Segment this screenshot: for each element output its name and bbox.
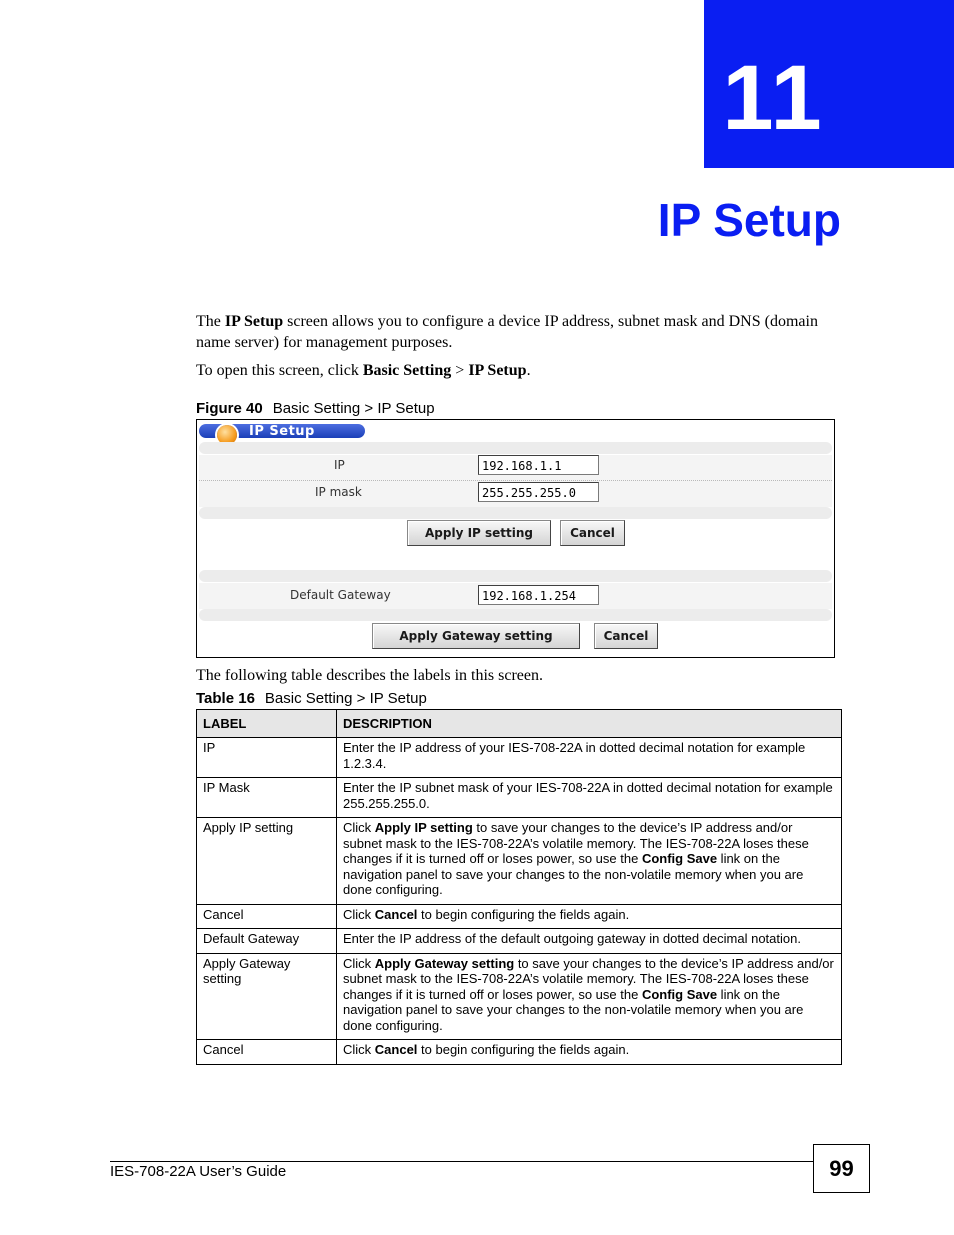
label-description-table — [196, 709, 842, 1065]
table-row — [197, 953, 842, 1040]
row-description — [337, 953, 842, 1040]
label-column-header: LABEL — [197, 710, 337, 738]
footer-guide-title: IES-708-22A User’s Guide — [110, 1163, 287, 1180]
intro-paragraph — [196, 311, 836, 353]
row-description — [337, 738, 842, 778]
row-label: Default Gateway — [197, 929, 337, 954]
bold-term: IP Setup — [224, 313, 284, 330]
following-text: The following table describes the labels in this screen. — [196, 667, 544, 684]
table-header-row — [197, 710, 842, 738]
description-column-header: DESCRIPTION — [337, 710, 842, 738]
bold-term: Config Save — [641, 986, 718, 1002]
row-label: IP — [197, 738, 337, 778]
table-row — [197, 904, 842, 929]
cancel-gateway-button[interactable]: Cancel — [594, 623, 658, 649]
bold-term: Apply IP setting — [374, 820, 473, 835]
text-run: Enter the IP subnet mask of your IES-708-22A in dotted decimal notation for example 255.255.255.0. — [343, 780, 833, 811]
cancel-button[interactable]: Cancel — [560, 520, 625, 546]
row-label: Apply IP setting — [197, 818, 337, 905]
table-caption-label: Table 16 — [196, 690, 255, 707]
row-description — [337, 778, 842, 818]
row-label: Apply Gateway setting — [197, 953, 337, 1040]
ip-setup-tab[interactable] — [199, 424, 365, 438]
text-run: to begin configuring the fields again. — [417, 906, 630, 922]
row-label: IP Mask — [197, 778, 337, 818]
text-run: Click — [343, 820, 375, 835]
ip-mask-input[interactable]: 255.255.255.0 — [478, 482, 599, 502]
text-run: Enter the IP address of your IES-708-22A in dotted decimal notation for example 1.2.3.4. — [343, 740, 806, 771]
chapter-title: IP Setup — [657, 194, 841, 246]
text-run: To open this screen, click — [196, 362, 363, 379]
text-run: Enter the IP address of the default outgoing gateway in dotted decimal notation. — [343, 931, 801, 946]
default-gateway-label: Default Gateway — [290, 588, 391, 602]
ip-setup-tab-label: IP Setup — [249, 424, 315, 439]
text-run: to begin configuring the fields again. — [417, 1042, 630, 1057]
chapter-number-box — [704, 0, 954, 168]
text-run: . — [526, 362, 531, 379]
apply-ip-setting-button[interactable]: Apply IP setting — [407, 520, 551, 546]
table-row — [197, 1040, 842, 1065]
apply-gateway-setting-button[interactable]: Apply Gateway setting — [372, 623, 580, 649]
header-band — [199, 442, 832, 454]
row-label: Cancel — [197, 904, 337, 929]
text-run: link on the navigation panel to save your changes to the non-volatile memory when you are done configuring. — [343, 851, 804, 897]
table-row — [197, 778, 842, 818]
table-caption-text: Basic Setting > IP Setup — [264, 690, 427, 707]
row-description — [337, 904, 842, 929]
bold-term: IP Setup — [468, 362, 527, 379]
chapter-number: 11 — [722, 47, 824, 149]
text-run: link on the navigation panel to save your changes to the non-volatile memory when you are done configuring. — [343, 986, 804, 1033]
row-description — [337, 1040, 842, 1065]
row-description — [337, 818, 842, 905]
bold-term: Apply Gateway setting — [374, 955, 515, 971]
table-row — [197, 818, 842, 905]
table-body — [197, 738, 842, 1065]
text-run: to save your changes to the device’s IP address and/or subnet mask to the IES-708-22A’s volatile memory. The IES-708-22A loses these changes if it is turned off or loses power, so use the — [343, 820, 809, 866]
figure-caption — [196, 400, 435, 418]
text-run: > — [451, 362, 469, 379]
ip-setup-screenshot — [196, 419, 835, 658]
text-run: Click — [343, 955, 375, 971]
table-row — [197, 738, 842, 778]
page-number: 99 — [813, 1144, 870, 1193]
ip-label: IP — [334, 458, 345, 472]
bold-term: Config Save — [641, 851, 718, 866]
bottom-band — [199, 609, 832, 621]
row-label: Cancel — [197, 1040, 337, 1065]
row-description — [337, 929, 842, 954]
open-screen-paragraph — [196, 360, 836, 381]
text-run: Click — [343, 906, 375, 922]
section-band — [199, 507, 832, 519]
text-run: screen allows you to configure a device IP address, subnet mask and DNS (domain name server) for management purposes. — [196, 313, 818, 351]
text-run: The — [196, 313, 225, 330]
text-run: Click — [343, 1042, 375, 1057]
figure-caption-label: Figure 40 — [196, 400, 263, 417]
bold-term: Cancel — [374, 1042, 418, 1057]
ip-mask-label: IP mask — [315, 485, 362, 499]
bold-term: Cancel — [374, 906, 418, 922]
table-row — [197, 929, 842, 954]
figure-caption-text: Basic Setting > IP Setup — [272, 400, 435, 417]
ip-input[interactable]: 192.168.1.1 — [478, 455, 599, 475]
bold-term: Basic Setting — [362, 362, 452, 379]
table-caption — [196, 690, 427, 708]
footer-rule — [110, 1161, 814, 1162]
gateway-band — [199, 570, 832, 582]
default-gateway-input[interactable]: 192.168.1.254 — [478, 585, 599, 605]
text-run: to save your changes to the device’s IP address and/or subnet mask to the IES-708-22A’s volatile memory. The IES-708-22A loses these changes if it is turned off or loses power, so use the — [343, 955, 834, 1002]
